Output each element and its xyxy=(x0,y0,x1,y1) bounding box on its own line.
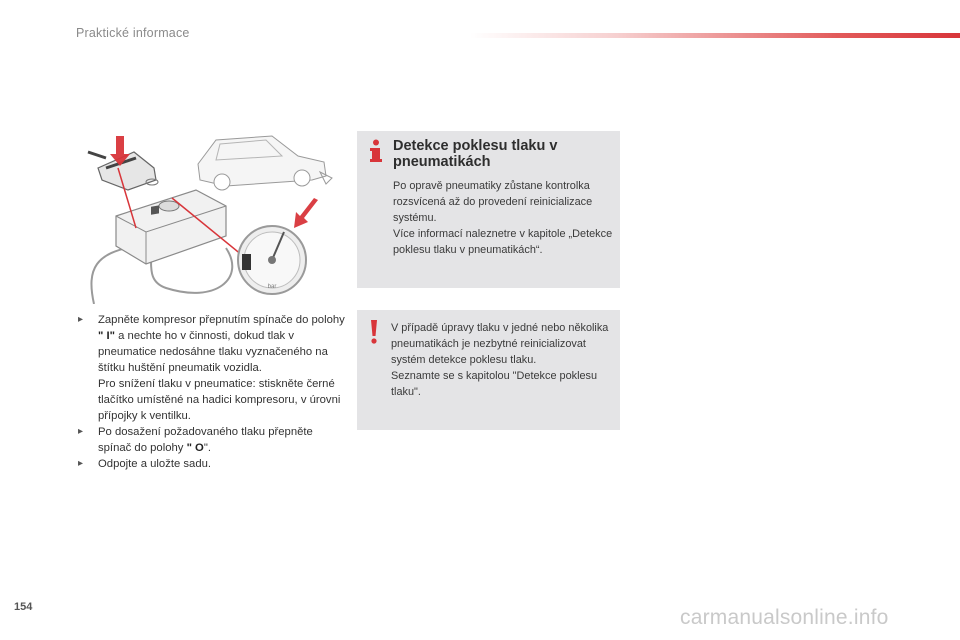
list-item xyxy=(76,456,346,472)
step-emphasis: " I" xyxy=(98,330,115,342)
info-box-title: Detekce poklesu tlaku v pneumatikách xyxy=(393,138,558,170)
warning-icon xyxy=(369,320,379,344)
instruction-steps xyxy=(76,312,346,472)
step-extra-text: Pro snížení tlaku v pneumatice: stiskněte černé tlačítko umístěné na hadici kompresoru, v úrovni přípojky k ventilku. xyxy=(98,378,341,422)
gauge-unit-label: bar xyxy=(267,284,277,290)
info-paragraph: Více informací naleznetre v kapitole „Detekce poklesu tlaku v pneumatikách“. xyxy=(393,228,613,256)
step-text: ". xyxy=(203,442,212,454)
step-bullet-icon: ▸ xyxy=(78,458,84,469)
list-item xyxy=(76,424,346,456)
step-text: Po dosažení požadovaného tlaku přepněte spínač do polohy xyxy=(98,426,313,454)
step-bullet-icon: ▸ xyxy=(78,426,84,437)
info-box-text xyxy=(393,178,613,258)
step-text: Zapněte kompresor přepnutím spínače do polohy xyxy=(98,314,345,326)
warning-paragraph: Seznamte se s kapitolou "Detekce poklesu tlaku". xyxy=(391,370,598,398)
info-box xyxy=(357,131,620,288)
info-icon xyxy=(369,139,383,163)
header-accent-bar xyxy=(470,33,960,38)
page-number: 154 xyxy=(14,601,33,613)
info-paragraph: Po opravě pneumatiky zůstane kontrolka rozsvícená až do provedení reinicializace systému. xyxy=(393,180,593,224)
step-emphasis: " O xyxy=(186,442,204,454)
compressor-gauge-dial xyxy=(159,201,179,211)
step-bullet-icon: ▸ xyxy=(78,314,84,325)
compressor-switch xyxy=(151,205,159,214)
step-text: a nechte ho v činnosti, dokud tlak v pneumatice nedosáhne tlaku vyznačeného na štítku huštění pneumatik vozidla. xyxy=(98,330,328,374)
page-header-title: Praktické informace xyxy=(76,26,190,40)
warning-box-text xyxy=(391,320,613,400)
warning-box xyxy=(357,310,620,430)
compressor-illustration xyxy=(76,128,338,304)
arrow-diagonal-icon xyxy=(294,198,318,228)
watermark: carmanualsonline.info xyxy=(680,606,889,629)
step-text: Odpojte a uložte sadu. xyxy=(98,458,212,470)
list-item xyxy=(76,312,346,424)
warning-paragraph: V případě úpravy tlaku v jedné nebo několika pneumatikách je nezbytné reinicializovat systém detekce poklesu tlaku. xyxy=(391,322,609,366)
gauge-release-button xyxy=(242,254,251,270)
